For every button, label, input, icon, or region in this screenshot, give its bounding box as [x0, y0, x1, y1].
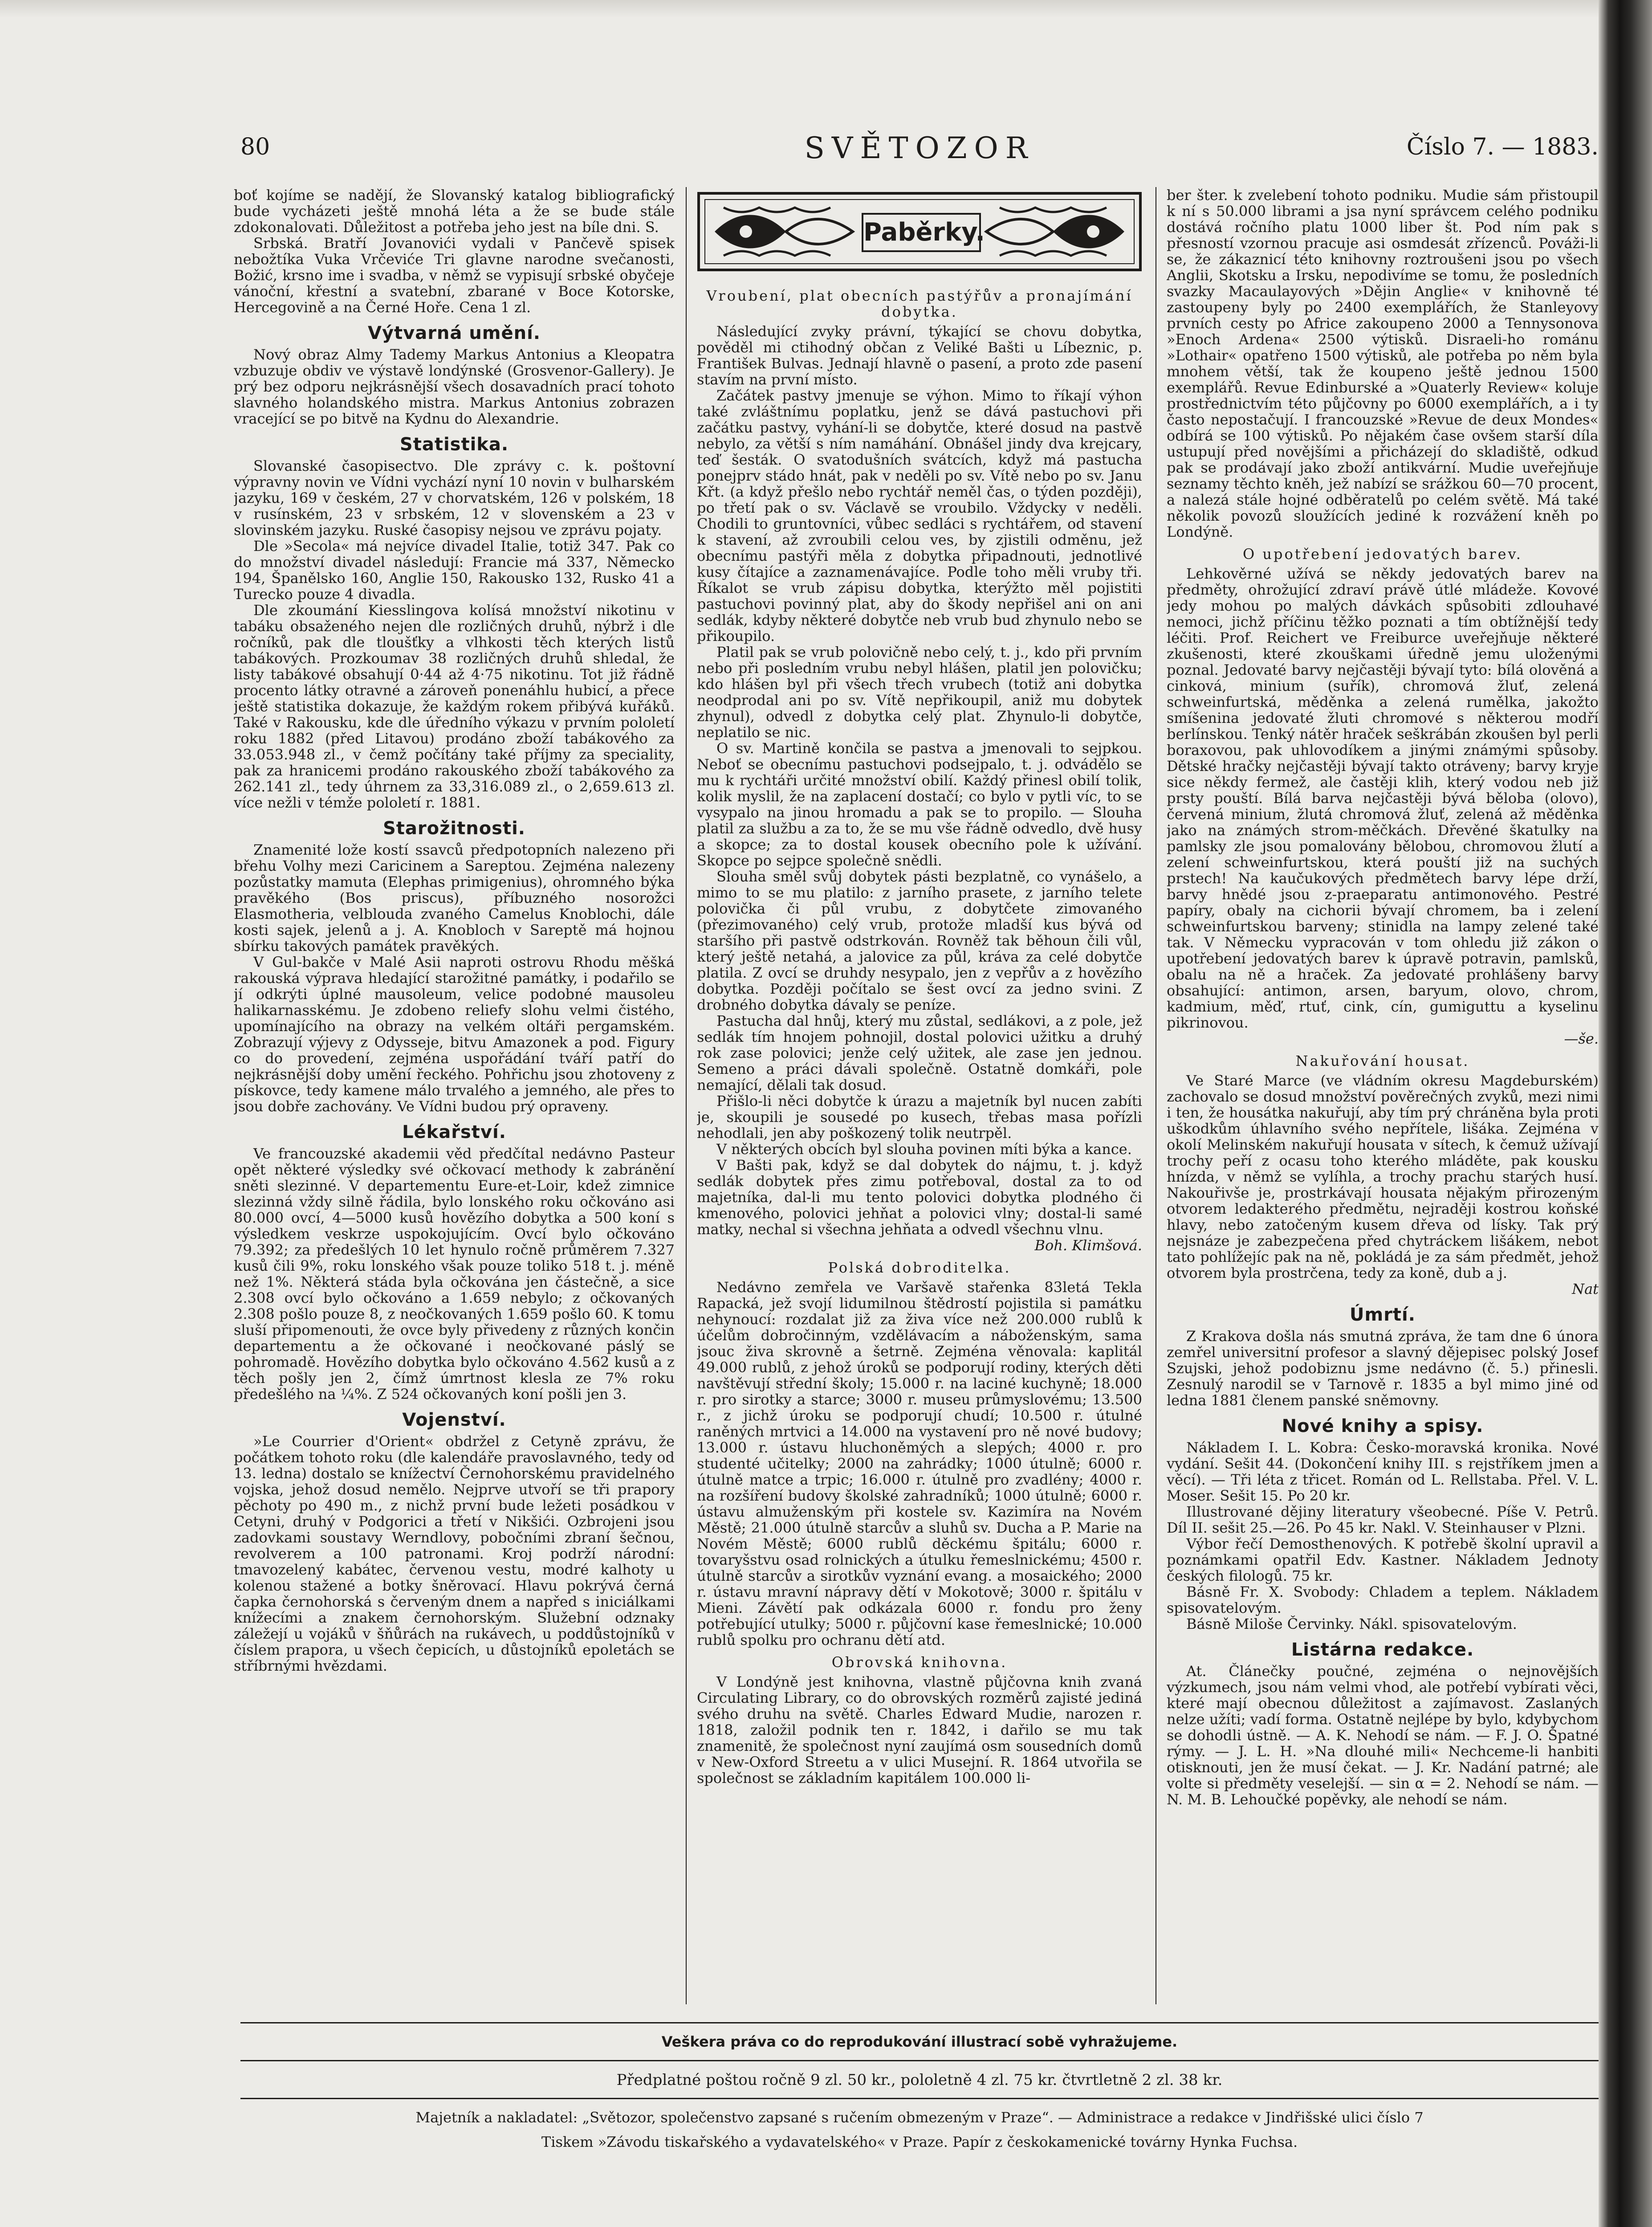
signature: —še.: [1564, 1030, 1599, 1047]
footer-rule: [240, 2022, 1599, 2023]
paragraph: Slouha směl svůj dobytek pásti bezplatně, co vynášelo, a mimo to se mu platilo: z jarního prasete, z jarního telete polovička či půl vrubu, z dobytčete zimovaného (přezimovaného) celý vrub, protože mladší kus bývá od staršího při pastvě odstrkován. Rovněž tak běhoun čili vůl, který ještě netahá, a jalovice za půl, kráva za celé dobytče platila. Z ovcí se druhdy nesypalo, jen z vepřův a z hovězího dobytka. Později počítalo se šest ovcí za jedno svini. Z drobného dobytka dávaly se peníze.: [697, 868, 1142, 1013]
page-number: 80: [240, 134, 270, 160]
section-heading: Výtvarná umění.: [367, 323, 541, 343]
column-1: [234, 187, 675, 2013]
paragraph: Ve francouzské akademii věd předčítal nedávno Pasteur opět některé výsledky své očkovací methody k zabránění sněti slezinné. V departementu Eure-et-Loir, kdež zimnice slezinná vždy silně řádila, bylo lonského roku očkováno asi 80.000 ovcí, 4—5000 kusů hovězího dobytka a 500 koní s výsledkem veskrze uspokojujícím. Ovcí bylo očkováno 79.392; za předešlých 10 let hynulo ročně průměrem 7.327 kusů čili 9%, roku lonského však pouze toliko 518 t. j. méně než 1%. Některá stáda byla očkována jen částečně, a sice 2.308 ovcí bylo očkováno a 1.659 nebylo; z očkovaných 2.308 pošlo pouze 8, z neočkovaných 1.659 pošlo 60. K tomu sluší připomenouti, že ovce byly přivedeny z různých končin departementu a že očkované i neočkované páslý se pohromadě. Hovězího dobytka bylo očkováno 4.562 kusů a z těch pošly jen 2, čímž úmrtnost klesla ze 7% roku předešlého na ¼%. Z 524 očkovaných koní pošli jen 3.: [234, 1145, 675, 1403]
paragraph: Básně Miloše Červinky. Nákl. spisovatelovým.: [1186, 1615, 1517, 1632]
paragraph: Slovanské časopisectvo. Dle zprávy c. k. poštovní výpravny novin ve Vídni vychází nyní 10 novin v bulharském jazyku, 169 v českém, 27 v chorvatském, 126 v polském, 18 v rusínském, 23 v srbském, 12 v slovenském a 23 v slovinském jazyku. Ruské časopisy nejsou ve zprávu pojaty.: [234, 457, 675, 538]
article-title: Obrovská knihovna.: [831, 1654, 1008, 1671]
signature: Nat: [1572, 1281, 1599, 1297]
masthead: SVĚTOZOR: [804, 131, 1035, 165]
paragraph: Začátek pastvy jmenuje se výhon. Mimo to říkají výhon také zvláštnímu poplatku, jenž se dává pastuchovi při začátku pastvy, vyhání-li se dobytče, které dosud na pastvě nebylo, za větší s ním namáhání. Obnášel jindy dva krejcary, teď šesták. O svatodušních svátcích, když má pastucha ponejprv stádo hnát, pak v neděli po sv. Vítě nebo po sv. Janu Křt. (a když přešlo nebo rychtář neměl čas, o týden později), po třetí pak o sv. Václavě se vroubilo. Vždycky v neděli. Chodili to gruntovníci, vůbec sedláci s rychtářem, od stavení k stavení, až zvroubili celou ves, by zjistili odměnu, jež obecnímu pastýři měla z dobytka připadnouti, jednotlivé kusy čítajíce a zaznamenávajíce. Podle toho měli vruby tři. Říkalot se vrub zápisu dobytka, kterýžto měl pojistiti pastuchovi povinný plat, aby do škody nepřišel ani on ani sedlák, kdyby některé dobytče neb vrub bud zhynulo nebo se přikoupilo.: [697, 387, 1142, 644]
paberky-banner: [697, 192, 1142, 272]
section-heading: Lékařství.: [402, 1122, 506, 1142]
paragraph: Srbská. Bratří Jovanovići vydali v Pančevě spisek nebožtíka Vuka Vrčeviće Tri glavne narodne svečanosti, Božić, krsno ime i svadba, v němž se vypisují srbské obyčeje vánoční, křestní a svatební, zbarané v Boce Kotorske, Hercegovině a na Černé Hoře. Cena 1 zl.: [234, 235, 675, 316]
column-3: [1167, 187, 1599, 2013]
section-heading: Nové knihy a spisy.: [1282, 1416, 1484, 1436]
article-title: O upotřebení jedovatých barev.: [1243, 546, 1522, 563]
paragraph: V některých obcích byl slouha povinen míti býka a kance.: [716, 1141, 1132, 1158]
section-heading: Starožitnosti.: [382, 818, 526, 839]
paragraph: ber šter. k zvelebení tohoto podniku. Mudie sám přistoupil k ní s 50.000 librami a jsa nyní správcem celého podniku dostává ročního platu 1000 liber št. Pod ním pak s přesností vzornou pracuje asi osmdesát zřízenců. Pováži-li se, že zákaznicí této knihovny roztroušeni jsou po všech Anglii, Skotsku a Irsku, nepodivíme se tomu, že posledních svazky Macaulayových »Dějin Anglie« v knihovně té zastoupeny byly po 2400 exemplářích, že Stanleyovy prvních cesty po Africe zakoupeno 2000 a Tennysonova »Enoch Ardena« 2500 výtisků. Disraeli-ho románu »Lothair« opatřeno 1500 výtisků, ale potřeba po něm byla mnohem větší, tak že koupeno ještě jednou 1500 exemplářů. Revue Edinburské a »Quaterly Review« koluje prostřednictvím této půjčovny po 6000 exemplářích, a i ty často nepostačují. I francouzské »Revue de deux Mondes« odbírá se 100 výtisků. Po nějakém čase ovšem starší díla ustupují před novějšími a přicházejí do skladiště, odkud pak se prodávají jako zboží antikvární. Mudie uveřejňuje seznamy těchto kněh, jež nabízí se srážkou 60—70 procent, a nalezá stále hojné odběratelů po celém světě. Má také několik povozů sloužících jediné k rozvážení kněh po Londýně.: [1167, 187, 1599, 540]
binding-spine: [1599, 0, 1652, 2227]
paragraph: O sv. Martině končila se pastva a jmenovali to sejpkou. Neboť se obecnímu pastuchovi podsejpalo, t. j. odvádělo se mu k rychtáři určité množství obilí. Každý přinesl obilí tolik, kolik myslil, že na zaplacení dostačí; co bylo v pytli víc, to se vysypalo na jinou hromadu a pak se to propilo. — Slouha platil za službu a za to, že se mu vše řádně odvedlo, dvě husy a skopce; za to dostal kousek obecního pole k užívání. Skopce po sejpce společně snědli.: [697, 740, 1142, 869]
paragraph: Pastucha dal hnůj, který mu zůstal, sedlákovi, a z pole, jež sedlák tím hnojem pohnojil, dostal polovici užitku a druhý rok zase polovici; jenže celý užitek, ale zase jen jednou. Semeno a práci dávali společně. Ostatně domkáři, pole nemající, dělali tak dosud.: [697, 1012, 1142, 1093]
paragraph: Lehkověrné užívá se někdy jedovatých barev na předměty, ohrožující zdraví právě útlé mládeže. Kovové jedy mohou po malých dávkách spůsobiti zdlouhavé nemoci, jichž příčinu těžko poznati a tím obtížnější tedy léčiti. Prof. Reichert ve Freiburce uveřejňuje některé zkušenosti, které zkouškami úředně jemu uloženými poznal. Jedovaté barvy nejčastěji bývají tyto: bílá olověná a cinková, minium (suřík), chromová žluť, zelená schweinfurtská, měděnka a zelená rumělka, jakožto smíšenina jedovaté žluti chromové s některou modří berlínskou. Tenký nátěr hraček seškrábán zkoušen byl perli boraxovou, pak uhlovodíkem a jinými známými spůsoby. Dětské hračky nejčastěji bývají takto otráveny; barvy kryje sice někdy fermež, ale častěji klih, který vodou neb již prsty pouští. Bílá barva nejčastěji bývá běloba (olovo), červená minium, žlutá chromová žluť, zelená až měděnka jako na známých strom-měčkách. Dřevěné škatulky na pamlsky zle jsou pomalovány bělobou, chromovou žlutí a zelení schweinfurtskou, která pouští již na suchých prstech! Na kaučukových předmětech barvy lépe drží, barvy hnědé jsou z-praeparatu antimonového. Pestré papíry, obaly na cichorii bývají chromem, ba i zelení schweinfurtskou barveny; stinidla na lampy zelené také tak. V Německu vypracován v tom ohledu již zákon o upotřebení jedovatých barev k úpravě potravin, pamlsků, obalu na ně a hraček. Za jedovaté prohlášeny barvy obsahující: antimon, arsen, baryum, olovo, chrom, kadmium, měď, rtuť, cink, cín, gumiguttu a kyselinu pikrinovou.: [1167, 565, 1599, 1031]
page-top-edge: [0, 0, 1599, 18]
paragraph: »Le Courrier d'Orient« obdržel z Cetyně zprávu, že počátkem tohoto roku (dle kalendáře pravoslavného, tedy od 13. ledna) dostalo se knížectví Černohorskému pravidelného vojska, jehož dosud nemělo. Nejprve utvoří se tři prapory pěchoty po 490 m., z nichž první bude ležeti posádkou v Cetyni, druhý v Podgorici a třetí v Nikšići. Ozbrojeni jsou zadovkami soustavy Werndlovy, pobočními zbraní šečnou, revolverem a 100 patronami. Kroj podrží národní: tmavozelený kabátec, červenou vestu, modré kalhoty u kolenou stažené a botky šněrovací. Hlavu pokrývá černá čapka černohorská s červeným dnem a napřed s iniciálkami knížecími a znakem černohorským. Služební odznaky záležejí u vojáků v šňůrách na rukávech, u poddůstojníků v číslem prapora, u všech čepicích, u důstojníků epoletách se stříbrnými hvězdami.: [234, 1433, 675, 1674]
section-heading: Listárna redakce.: [1291, 1640, 1474, 1660]
paragraph: Nedávno zemřela ve Varšavě stařenka 83letá Tekla Rapacká, jež svojí lidumilnou štědrostí pojistila si památku nehynoucí: rozdalat již za živa více než 200.000 rublů k účelům dobročinným, vzdělávacím a náboženským, sama jsouc živa skrovně a šetrně. Zejména věnovala: kaplitál 49.000 rublů, z jehož úroků se podporují rodiny, kterých děti navštěvují střední školy; 15.000 r. na laciné kuchyně; 18.000 r. pro sirotky a starce; 3000 r. museu průmyslovému; 13.500 r., z jichž úroku se podporují chudí; 10.500 r. útulné raněných mrtvici a 14.000 na vystavení pro ně nové budovy; 13.000 r. ústavu hluchoněmých a slepých; 4000 r. pro studenté učitelky; 2000 na zahrádky; 1000 útulně; 6000 r. útulně matce a trpic; 16.000 r. útulně pro zvadlény; 4000 r. na rozšíření budovy školské zahradníků; 1000 útulně; 6000 r. ústavu almuženským při kostele sv. Kazimíra na Novém Městě; 21.000 útulně starcův a sluhů sv. Ducha a P. Marie na Novém Městě; 6000 rublů děckému špitálu; 6000 r. tovaryšstvu osad rolnických a útulku řemeslnickému; 4500 r. útulně starcův a sirotkův vyznání evang. a mosaického; 2000 r. ústavu mravní nápravy dětí v Mokotově; 3000 r. špitálu v Mieni. Závětí pak odkázala 6000 r. fondu pro ženy potřebující utulky; 5000 r. půjčovní kase řemeslnické; 10.000 rublů spolku pro ochranu dětí atd.: [697, 1279, 1142, 1648]
column-2: [697, 187, 1142, 2013]
paragraph: Nákladem I. L. Kobra: Česko-moravská kronika. Nové vydání. Sešit 44. (Dokončení knihy III. s rejstříkem jmen a věcí). — Tři léta z třicet. Román od L. Rellstaba. Přel. V. L. Moser. Sešit 15. Po 20 kr.: [1167, 1439, 1599, 1504]
issue-label: Číslo 7. — 1883.: [1406, 134, 1599, 160]
signature: Boh. Klimšová.: [1034, 1237, 1142, 1254]
rights-notice: Veškera práva co do reprodukování illustrací sobě vyhražujeme.: [661, 2033, 1178, 2050]
paragraph: Illustrované dějiny literatury všeobecné. Píše V. Petrů. Díl II. sešit 25.—26. Po 45 kr. Nakl. V. Steinhauser v Plzni.: [1167, 1503, 1599, 1536]
column-rule: [686, 187, 687, 2004]
paragraph: Ve Staré Marce (ve vládním okresu Magdeburském) zachovalo se dosud množství pověrečných zvyků, mezi nimi i ten, že housátka nakuřují, aby tím prý chráněna byla proti uškodkům úhlavního svého nepřítele, lišáka. Zejména v okolí Melinském nakuřují housata v sítech, k čemuž užívají trochy peří z ocasu toho kterého mláděte, pak kousku hnízda, v němž se vylíhla, a trochy prachu starých husí. Nakouřivše je, prostrkávají housata nějakým přirozeným otvorem ledakterého předmětu, nejraději kostrou koňské hlavy, nebo zatočeným kusem dřeva od lísky. Tak prý nejsnáze je zabezpečena před chytráckem lišákem, nebot tato pohlížejíc pak na ně, pokládá je za sám předmět, jehož otvorem byla prostrčena, tedy za koně, dub a j.: [1167, 1072, 1599, 1281]
paragraph: Z Krakova došla nás smutná zpráva, že tam dne 6 února zemřel universitní profesor a slavný dějepisec polský Josef Szujski, jehož podobiznu jsme nedávno (č. 5.) přinesli. Zesnulý narodil se v Tarnově r. 1835 a byl mimo jiné od ledna 1881 členem panské sněmovny.: [1167, 1328, 1599, 1409]
paragraph: V Londýně jest knihovna, vlastně půjčovna knih zvaná Circulating Library, co do obrovských rozměrů zajisté jediná svého druhu na světě. Charles Edward Mudie, narozen r. 1818, založil podnik ten r. 1842, i dařilo se mu tak znamenitě, že společnost nyní zaujímá osm sousedních domů v New-Oxford Streetu a v ulici Musejní. R. 1864 utvořila se společnost se základním kapitálem 100.000 li-: [697, 1673, 1142, 1786]
publisher-line: Majetník a nakladatel: „Světozor, společenstvo zapsané s ručením obmezeným v Praze“. — Administrace a redakce v Jindřišské ulici číslo 7: [415, 2109, 1424, 2126]
footer-rule: [240, 2060, 1599, 2061]
article-title: Polská dobroditelka.: [828, 1259, 1011, 1276]
printer-line: Tiskem »Závodu tiskařského a vydavatelského« v Praze. Papír z českokamenické továrny Hynka Fuchsa.: [541, 2133, 1298, 2150]
paragraph: Dle »Secola« má nejvíce divadel Italie, totiž 347. Pak co do množství divadel následují: Francie má 337, Německo 194, Španělsko 160, Anglie 150, Rakousko 132, Rusko 41 a Turecko pouze 4 divadla.: [234, 538, 675, 603]
paragraph: Znamenité lože kostí ssavců předpotopních nalezeno při břehu Volhy mezi Caricinem a Sareptou. Zejména nalezeny pozůstatky mamuta (Elephas primigenius), ohromného býka pravěkého (Bos priscus), příbuzného nosorožci Elasmotheria, velblouda zvaného Camelus Knoblochi, dále kosti sajek, jelenů a j. A. Knobloch v Sareptě má hojnou sbírku takových památek pravěkých.: [234, 841, 675, 954]
section-heading: Úmrtí.: [1350, 1305, 1416, 1325]
article-title: Vroubení, plat obecních pastýřův a pronajímání dobytka.: [706, 287, 1133, 320]
paragraph: Nový obraz Almy Tademy Markus Antonius a Kleopatra vzbuzuje obdiv ve výstavě londýnské (Grosvenor-Gallery). Je prý bez odporu nejkrásnější všech dosavadních prací tohoto slavného holandského mistra. Markus Antonius zobrazen vracející se po bitvě na Kydnu do Alexandrie.: [234, 346, 675, 427]
article-title: Nakuřování housat.: [1295, 1052, 1470, 1069]
subscription-price: Předplatné poštou ročně 9 zl. 50 kr., pololetně 4 zl. 75 kr. čtvrtletně 2 zl. 38 kr.: [616, 2071, 1223, 2089]
paragraph: Básně Fr. X. Svobody: Chladem a teplem. Nákladem spisovatelovým.: [1167, 1583, 1599, 1616]
paberky-title: Paběrky.: [862, 213, 981, 252]
paragraph: Přišlo-li něci dobytče k úrazu a majetník byl nucen zabíti je, skoupili je sousedé po kusech, třebas masa pořízli nehodlali, jen aby poškozený tolik neutrpěl.: [697, 1093, 1142, 1142]
page-header: [240, 131, 1599, 183]
paragraph: V Gul-bakče v Malé Asii naproti ostrovu Rhodu měšká rakouská výprava hledající starožitné památky, i podařilo se jí odkrýti úplné mausoleum, velice podobné mausoleu halikarnasskému. Je zdobeno reliefy slohu velmi čistého, upomínajícího na obrazy na velkém oltáři pergamském. Zobrazují výjevy z Odysseje, bitvu Amazonek a pod. Figury co do provedení, zejména uspořádání tváří patří do nejkrásnější doby umění řeckého. Pohřichu jsou zhotoveny z pískovce, tedy kamene málo trvalého a jemného, ale přes to jsou dobře zachovány. Ve Vídni budou prý opraveny.: [234, 954, 675, 1115]
paragraph: boť kojíme se nadějí, že Slovanský katalog bibliografický bude vycházeti ještě mnohá léta a že se bude stále zdokonalovati. Důležitost a potřeba jeho jest na bíle dni. S.: [234, 187, 675, 236]
paragraph: Výbor řečí Demosthenových. K potřebě školní upravil a poznámkami opatřil Edv. Kastner. Nákladem Jednoty českých filologů. 75 kr.: [1167, 1535, 1599, 1584]
footer-rule: [240, 2098, 1599, 2099]
section-heading: Statistika.: [399, 434, 509, 455]
section-heading: Vojenství.: [402, 1410, 506, 1430]
paragraph: At. Článečky poučné, zejména o nejnovějších výzkumech, jsou nám velmi vhod, ale potřebí vybírati věci, které mají obecnou důležitost a zajímavost. Zaslaných nelze užíti; vadí forma. Ostatně nejlépe by bylo, kdybychom se dohodli ústně. — A. K. Nehodí se nám. — F. J. O. Špatné rýmy. — J. L. H. »Na dlouhé mili« Nechceme-li hanbiti otisknouti, jen že musí čekat. — J. Kr. Nadání patrné; ale volte si předměty veselejší. — sin α = 2. Nehodí se nám. — N. M. B. Lehoučké popěvky, ale nehodí se nám.: [1167, 1663, 1599, 1808]
paragraph: V Bašti pak, když se dal dobytek do nájmu, t. j. když sedlák dobytek přes zimu potřeboval, dostal za to od majetníka, dal-li mu tento polovici dobytka plodného či kmenového, polovici jehňat a polovici vlny; dostal-li samé matky, nechal si všechna jehňata a odvedl všechnu vlnu.: [697, 1157, 1142, 1238]
paragraph: Dle zkoumání Kiesslingova kolísá množství nikotinu v tabáku obsaženého nejen dle rozličných druhů, nýbrž i dle ročníků, pak dle tloušťky a vlhkosti těch kterých listů tabákových. Prozkoumav 38 rozličných druhů shledal, že listy tabákové obsahují 0·44 až 4·75 nikotinu. Tot již řádně procento látky otravné a zároveň ponenáhlu hubicí, a přece ještě statistika dokazuje, že každým rokem přibývá kuřáků. Také v Rakousku, kde dle úředního výkazu v prvním pololetí roku 1882 (před Litavou) prodáno zboží tabákového za 33.053.948 zl., v čemž počítány také příjmy za speciality, pak za hranicemi prodáno rakouského zboží tabákového za 262.141 zl., tedy úhrnem za 33,316.089 zl., o 2,659.613 zl. více nežli v témže pololetí r. 1881.: [234, 602, 675, 811]
paragraph: Platil pak se vrub polovičně nebo celý, t. j., kdo při prvním nebo při posledním vrubu nebyl hlášen, platil jen polovičku; kdo hlášen byl při všech třech vrubech (totiž ani dobytka neodprodal ani po sv. Vítě nepřikoupil, aniž mu dobytek zhynul), odvedl z dobytka celý plat. Zhynulo-li dobytče, neplatilo se nic.: [697, 644, 1142, 741]
paragraph: Následující zvyky právní, týkající se chovu dobytka, pověděl mi ctihodný občan z Veliké Bašti u Líbeznic, p. František Bulvas. Jednají hlavně o pasení, a proto zde pasení stavím na první místo.: [697, 323, 1142, 388]
